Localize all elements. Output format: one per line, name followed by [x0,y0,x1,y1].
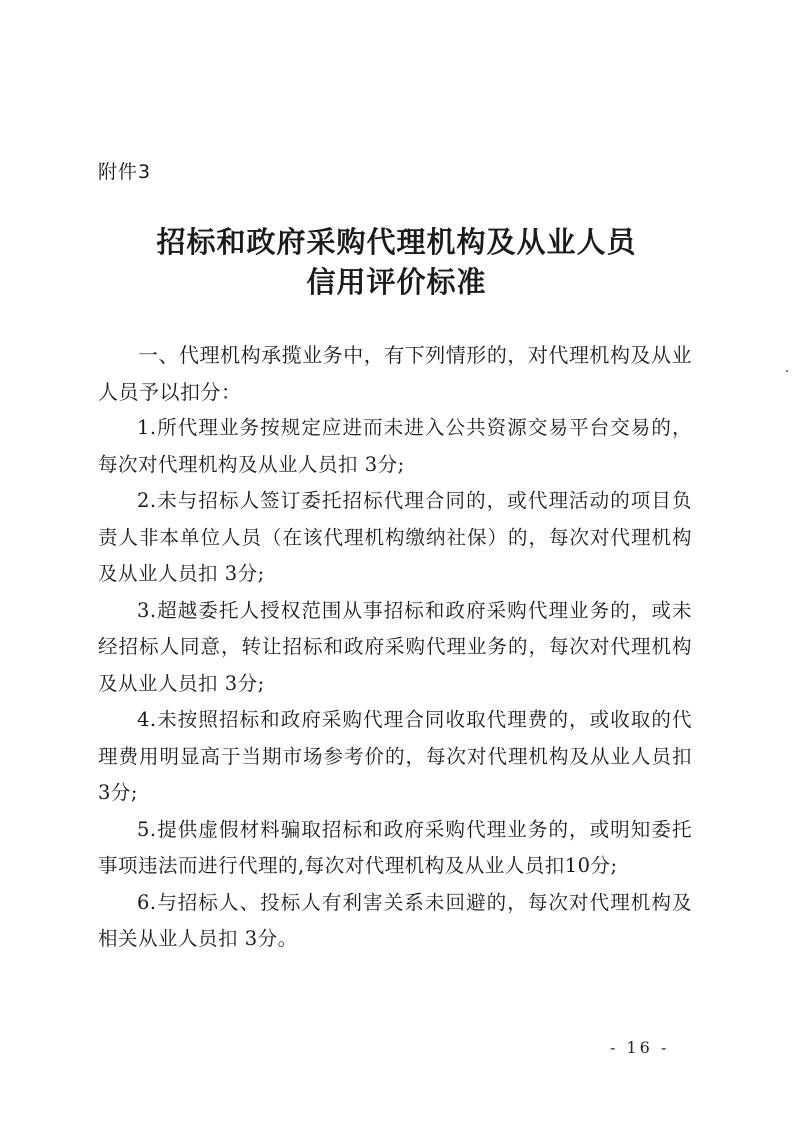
list-item: 6.与招标人、投标人有利害关系未回避的，每次对代理机构及相关从业人员扣 3分。 [98,890,692,950]
attachment-label: 附件3 [98,161,152,183]
list-item: 3.超越委托人授权范围从事招标和政府采购代理业务的，或未经招标人同意，转让招标和政府采购代理业务的，每次对代理机构及从业人员扣 3分; [98,598,692,695]
document-title-line-2: 信用评价标准 [306,265,487,299]
document-body [98,337,692,958]
section-heading: 一、代理机构承揽业务中，有下列情形的，对代理机构及从业人员予以扣分： [98,343,692,404]
scan-mark [786,370,788,372]
list-item: 4.未按照招标和政府采购代理合同收取代理费的，或收取的代理费用明显高于当期市场参考价的，每次对代理机构及从业人员扣 3分; [98,708,692,804]
list-item: 2.未与招标人签订委托招标代理合同的，或代理活动的项目负责人非本单位人员（在该代理机构缴纳社保）的，每次对代理机构及从业人员扣 3分; [98,489,692,585]
list-item: 1.所代理业务按规定应进而未进入公共资源交易平台交易的，每次对代理机构及从业人员扣 3分; [98,416,692,476]
page-number: - 16 - [610,1038,670,1057]
list-item: 5.提供虚假材料骗取招标和政府采购代理业务的，或明知委托事项违法而进行代理的,每次对代理机构及从业人员扣10分; [98,817,692,877]
document-title-line-1: 招标和政府采购代理机构及从业人员 [156,225,637,259]
